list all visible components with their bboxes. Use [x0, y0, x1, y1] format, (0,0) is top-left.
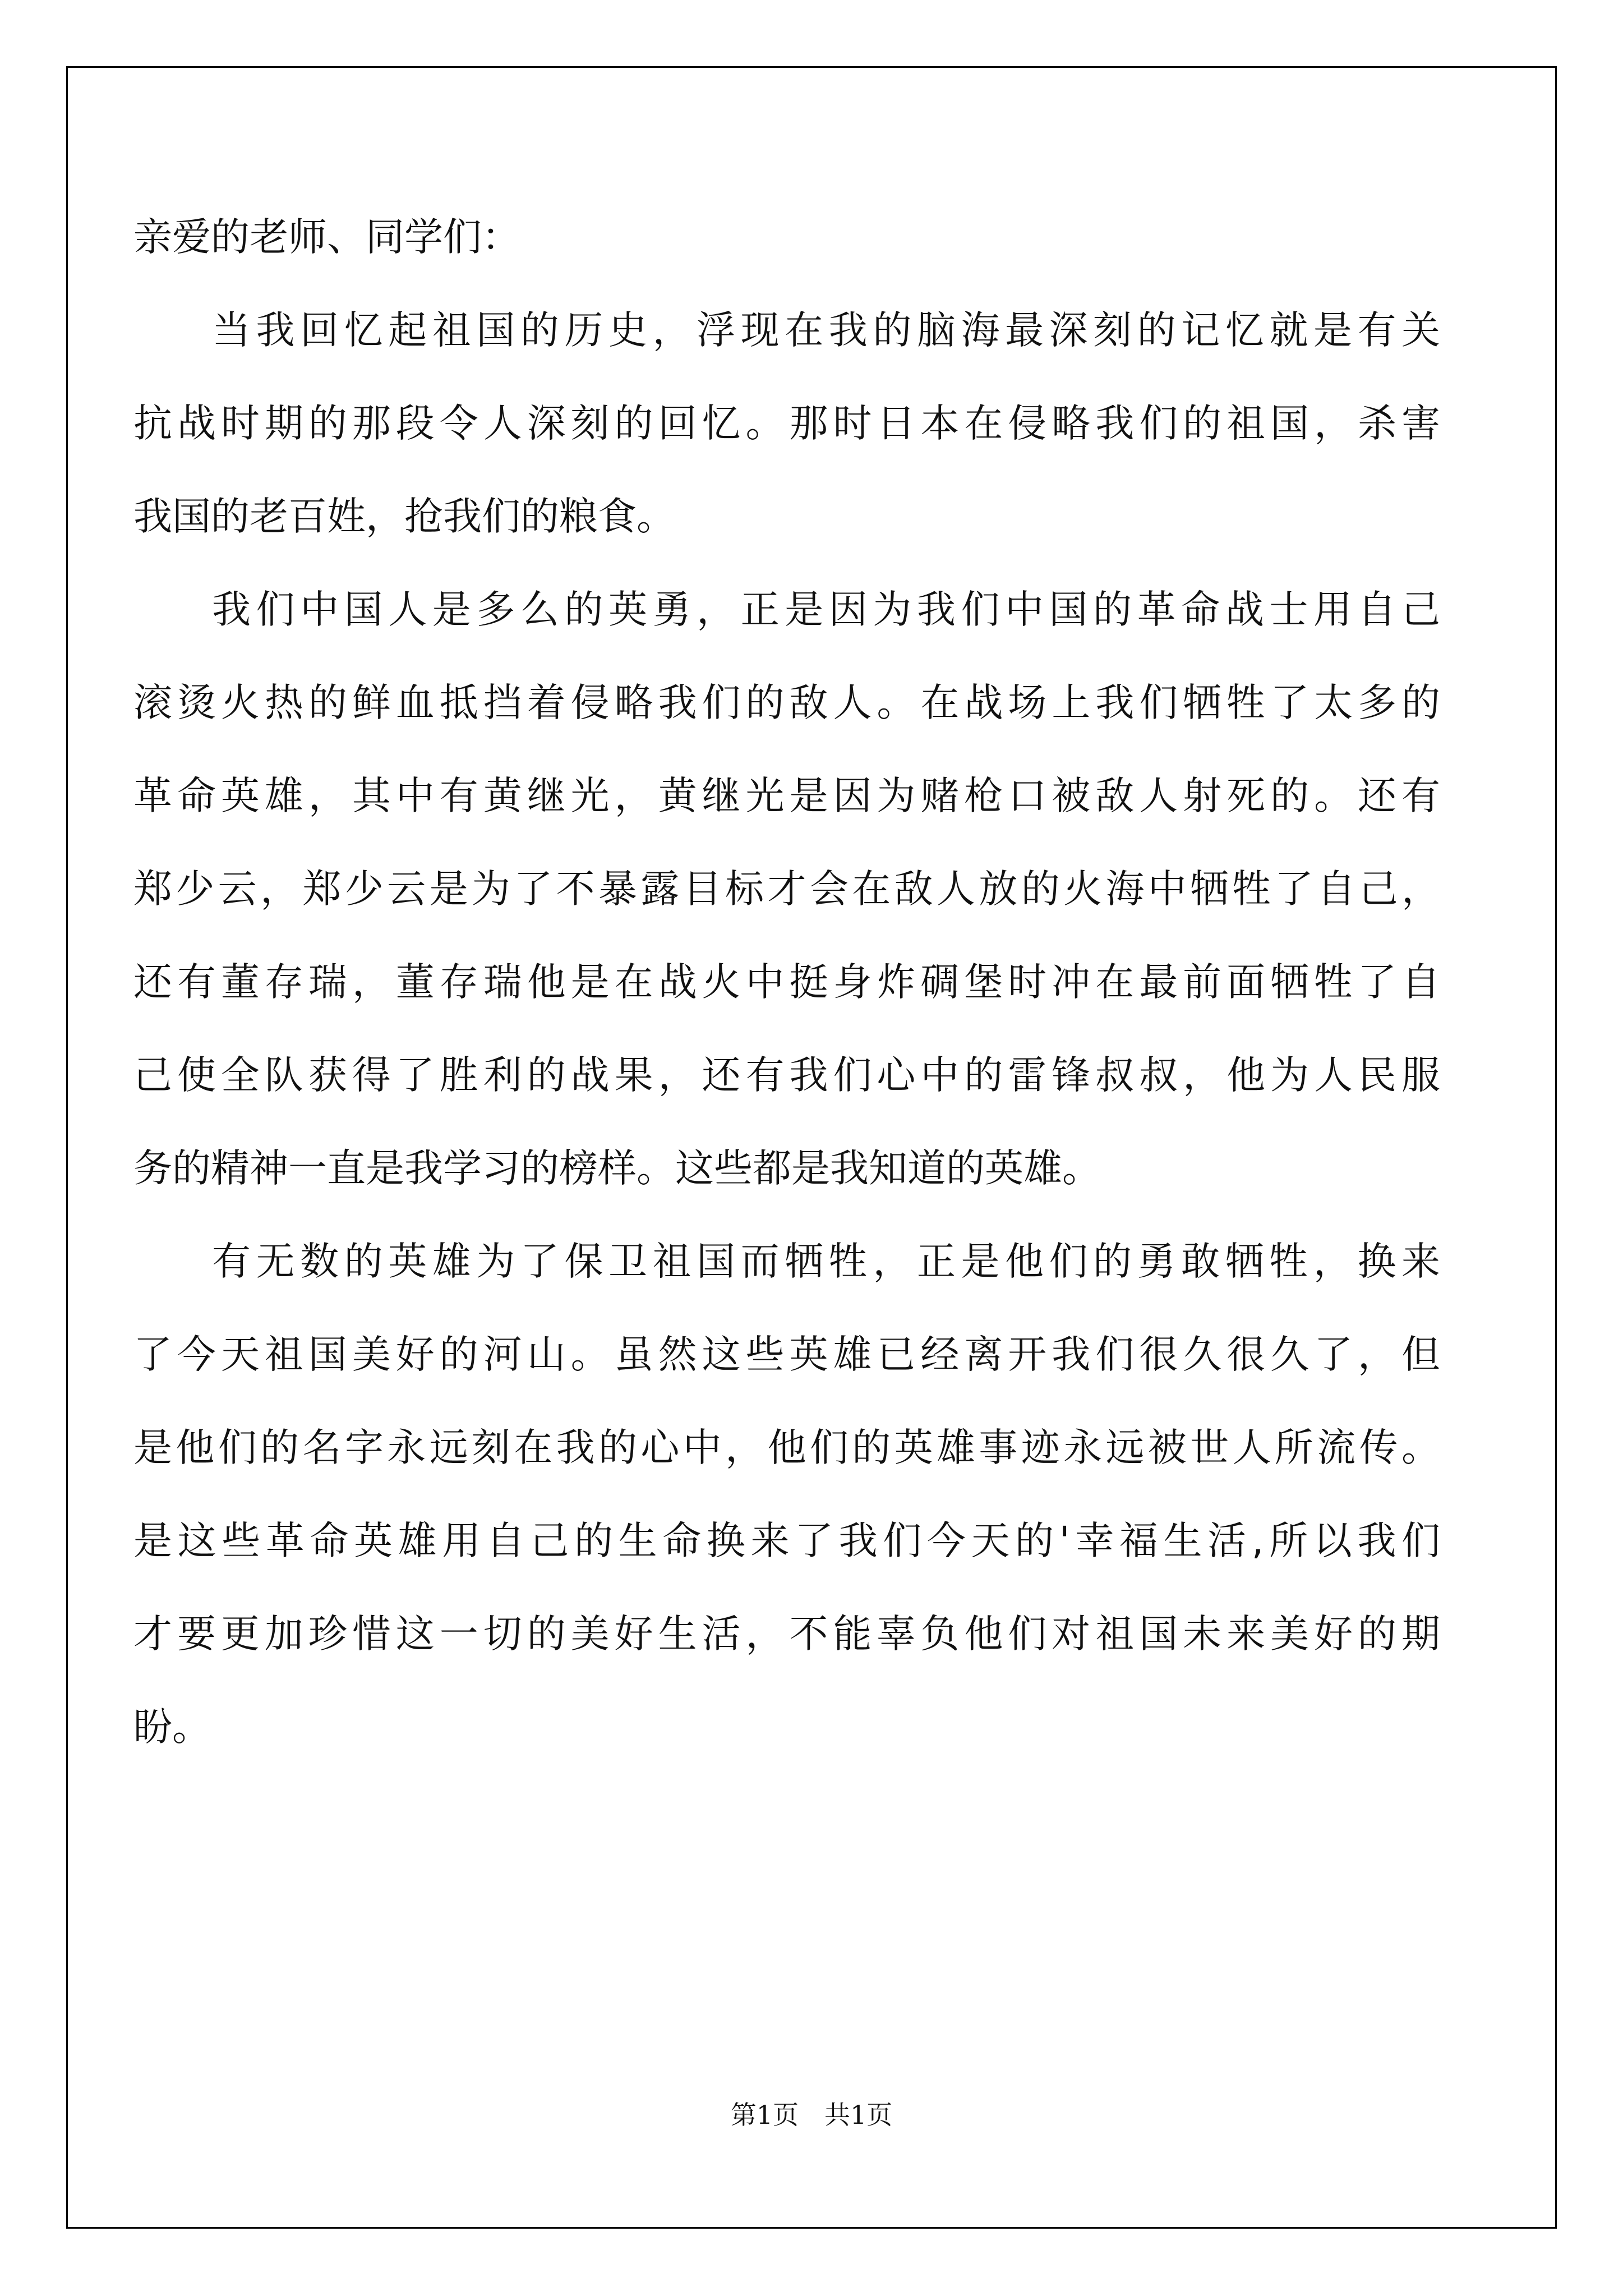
paragraph-2-line-2: 滚烫火热的鲜血抵挡着侵略我们的敌人。在战场上我们牺牲了太多的	[133, 680, 1440, 725]
paragraph-2-line-3: 革命英雄，其中有黄继光，黄继光是因为赌枪口被敌人射死的。还有	[133, 774, 1440, 818]
paragraph-3-line-1: 有无数的英雄为了保卫祖国而牺牲，正是他们的勇敢牺牲，换来	[212, 1239, 1440, 1284]
paragraph-3-line-2: 了今天祖国美好的河山。虽然这些英雄已经离开我们很久很久了，但	[133, 1332, 1440, 1377]
paragraph-1-line-2: 抗战时期的那段令人深刻的回忆。那时日本在侵略我们的祖国，杀害	[133, 401, 1440, 446]
page-number: 第1页	[730, 2100, 799, 2130]
page-total: 共1页	[824, 2100, 893, 2130]
salutation: 亲爱的老师、同学们：	[133, 215, 520, 260]
paragraph-1-line-1: 当我回忆起祖国的历史，浮现在我的脑海最深刻的记忆就是有关	[212, 308, 1440, 353]
paragraph-1-line-3: 我国的老百姓，抢我们的粮食。	[133, 494, 675, 539]
paragraph-2-line-5: 还有董存瑞，董存瑞他是在战火中挺身炸碉堡时冲在最前面牺牲了自	[133, 960, 1440, 1005]
paragraph-3-line-3: 是他们的名字永远刻在我的心中，他们的英雄事迹永远被世人所流传。	[133, 1425, 1440, 1470]
paragraph-3-line-5: 才要更加珍惜这一切的美好生活，不能辜负他们对祖国未来美好的期	[133, 1612, 1440, 1657]
paragraph-2-line-4: 郑少云，郑少云是为了不暴露目标才会在敌人放的火海中牺牲了自己，	[133, 867, 1440, 912]
paragraph-2-line-7: 务的精神一直是我学习的榜样。这些都是我知道的英雄。	[133, 1146, 1101, 1191]
paragraph-2-line-1: 我们中国人是多么的英勇，正是因为我们中国的革命战士用自己	[212, 587, 1440, 632]
paragraph-2-line-6: 己使全队获得了胜利的战果，还有我们心中的雷锋叔叔，他为人民服	[133, 1053, 1440, 1098]
paragraph-3-line-6: 盼。	[133, 1705, 211, 1750]
document-body	[133, 191, 1440, 1774]
page-footer	[0, 2099, 1623, 2131]
paragraph-3-line-4: 是这些革命英雄用自己的生命换来了我们今天的'幸福生活,所以我们	[133, 1519, 1440, 1563]
